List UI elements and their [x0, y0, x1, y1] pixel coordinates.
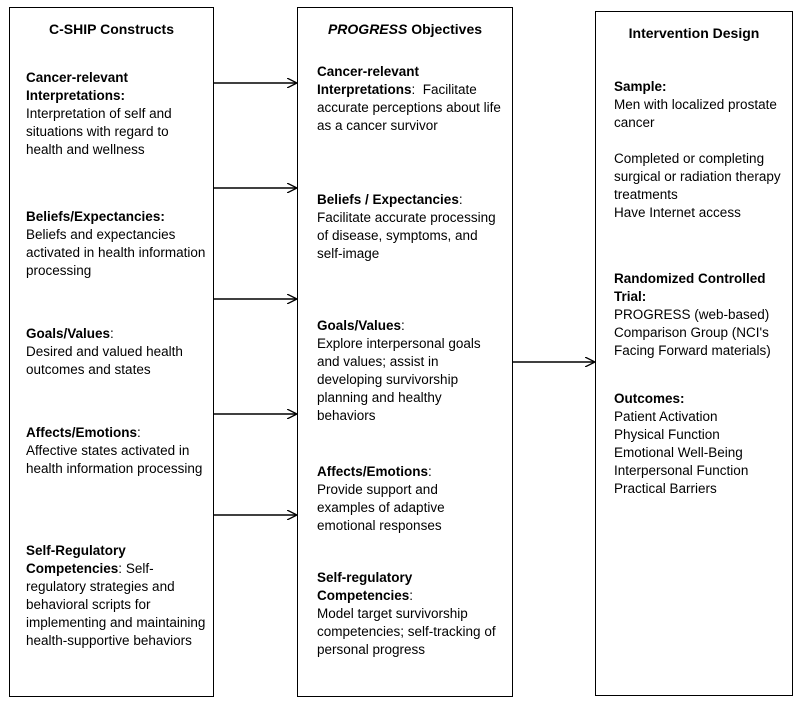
rct-line: Comparison Group (NCI's Facing Forward materials): [614, 325, 771, 358]
progress-text: Facilitate accurate perceptions about life as a cancer survivor: [317, 82, 501, 133]
cship-sep: :: [110, 326, 114, 341]
cship-sep: :: [137, 425, 141, 440]
rct-heading: Randomized Controlled Trial:: [614, 271, 766, 304]
sample-line: Men with localized prostate cancer: [614, 97, 777, 130]
outcome-item: Emotional Well-Being: [614, 445, 743, 460]
progress-heading: Self-regulatory Competencies: [317, 570, 413, 603]
progress-heading: Affects/Emotions: [317, 464, 429, 479]
progress-heading: Goals/Values: [317, 318, 402, 333]
progress-heading: Beliefs / Expectancies: [317, 192, 459, 207]
outcomes-heading: Outcomes:: [614, 391, 685, 406]
cship-heading: Affects/Emotions: [26, 425, 138, 440]
cship-heading: Cancer-relevant Interpretations:: [26, 70, 129, 103]
progress-sep: :: [428, 464, 432, 479]
progress-text: Provide support and examples of adaptive emotional responses: [317, 482, 445, 533]
progress-title-rest: Objectives: [407, 21, 483, 37]
outcome-item: Interpersonal Function: [614, 463, 749, 478]
cship-title: C-SHIP Constructs: [49, 21, 174, 37]
sample-line: Have Internet access: [614, 205, 741, 220]
progress-sep: :: [411, 82, 416, 97]
cship-text: Self-regulatory strategies and behavioral scripts for implementing and maintaining health-supportive behaviors: [26, 561, 206, 648]
progress-sep: :: [409, 588, 414, 603]
progress-sep: :: [458, 192, 463, 207]
cship-sep: :: [118, 561, 123, 576]
rct-line: PROGRESS (web-based): [614, 307, 770, 322]
outcome-item: Practical Barriers: [614, 481, 717, 496]
sample-line: Completed or completing surgical or radiation therapy treatments: [614, 151, 781, 202]
progress-heading: Cancer-relevant Interpretations: [317, 64, 420, 97]
sample-heading: Sample:: [614, 79, 667, 94]
intervention-title: Intervention Design: [628, 25, 760, 41]
outcome-item: Patient Activation: [614, 409, 718, 424]
cship-text: Beliefs and expectancies activated in health information processing: [26, 227, 206, 278]
outcome-item: Physical Function: [614, 427, 720, 442]
cship-text: Interpretation of self and situations with regard to health and wellness: [26, 106, 172, 157]
progress-title-italic: PROGRESS: [327, 21, 408, 37]
progress-text: Facilitate accurate processing of disease, symptoms, and self-image: [317, 210, 496, 261]
progress-text: Model target survivorship competencies; self-tracking of personal progress: [317, 606, 496, 657]
cship-text: Desired and valued health outcomes and states: [26, 344, 183, 377]
cship-heading: Goals/Values: [26, 326, 111, 341]
cship-text: Affective states activated in health information processing: [26, 443, 203, 476]
progress-text: Explore interpersonal goals and values; assist in developing survivorship planning and healthy behaviors: [317, 336, 481, 423]
cship-heading: Beliefs/Expectancies:: [26, 209, 165, 224]
progress-sep: :: [401, 318, 405, 333]
cship-heading: Self-Regulatory Competencies: [26, 543, 126, 576]
